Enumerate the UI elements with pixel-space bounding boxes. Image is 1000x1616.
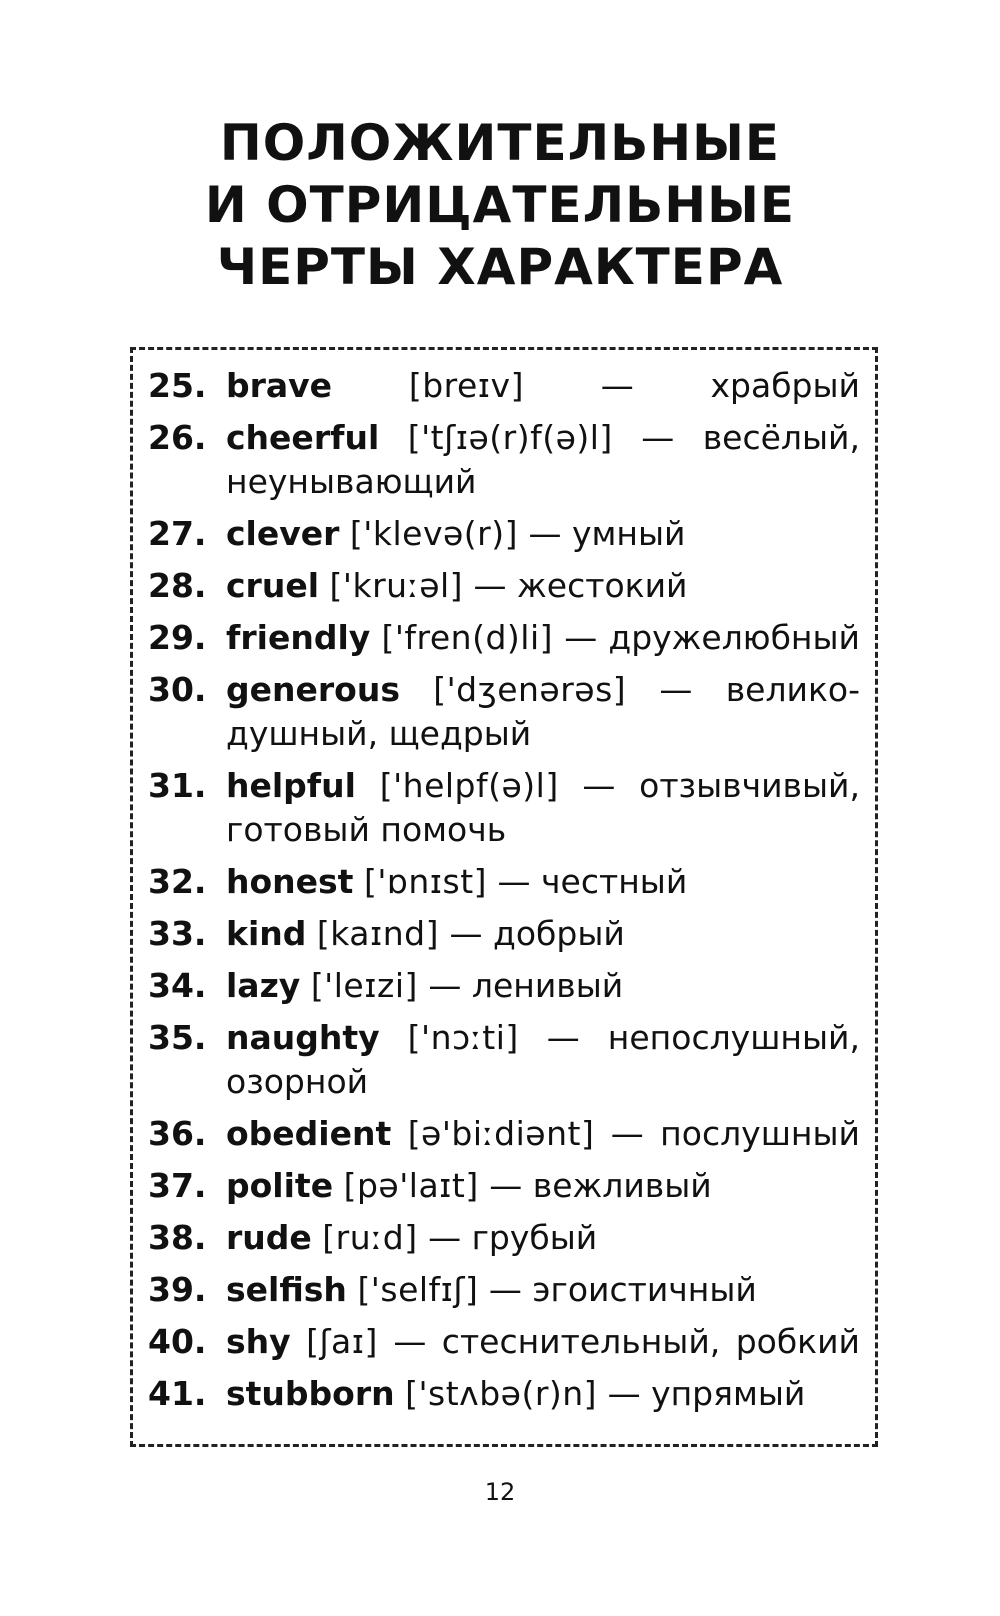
entry-definition: велико-душный, щедрый xyxy=(226,670,861,753)
entry-word: cruel xyxy=(226,566,320,605)
vocabulary-entry xyxy=(148,1112,860,1156)
entry-definition: стеснительный, робкий xyxy=(441,1322,861,1361)
vocabulary-entry xyxy=(148,1164,860,1208)
vocabulary-entry xyxy=(148,1320,860,1364)
entry-transcription: [kaɪnd] xyxy=(316,914,440,953)
entry-word: kind xyxy=(226,914,307,953)
entry-transcription: ['ɒnɪst] xyxy=(363,862,488,901)
entry-definition: отзывчивый, готовый помочь xyxy=(226,766,860,849)
entry-number: 32. xyxy=(148,862,207,901)
vocabulary-list xyxy=(148,364,860,1424)
entry-dash: — xyxy=(497,862,531,901)
title-line-2: И ОТРИЦАТЕЛЬНЫЕ xyxy=(204,176,796,234)
entry-number: 26. xyxy=(148,418,207,457)
entry-transcription: [ə'biːdiənt] xyxy=(407,1114,595,1153)
vocabulary-entry xyxy=(148,668,860,756)
entry-dash: — xyxy=(607,1374,641,1413)
entry-number: 35. xyxy=(148,1018,207,1057)
entry-number: 39. xyxy=(148,1270,207,1309)
entry-number: 28. xyxy=(148,566,207,605)
entry-number: 41. xyxy=(148,1374,207,1413)
entry-number: 29. xyxy=(148,618,207,657)
entry-definition: дружелюбный xyxy=(608,618,860,657)
vocabulary-entry xyxy=(148,1016,860,1104)
entry-definition: добрый xyxy=(493,914,625,953)
entry-transcription: ['stʌbə(r)n] xyxy=(405,1374,598,1413)
entry-definition: упрямый xyxy=(651,1374,806,1413)
entry-word: cheerful xyxy=(226,418,380,457)
entry-definition: непослушный, озорной xyxy=(226,1018,860,1101)
entry-transcription: [breɪv] xyxy=(408,366,524,405)
entry-word: lazy xyxy=(226,966,301,1005)
entry-definition: вежливый xyxy=(532,1166,712,1205)
entry-dash: — xyxy=(428,966,462,1005)
entry-dash: — xyxy=(488,1270,522,1309)
vocabulary-entry xyxy=(148,912,860,956)
vocabulary-entry xyxy=(148,564,860,608)
entry-dash: — xyxy=(528,514,562,553)
entry-dash: — xyxy=(641,418,675,457)
vocabulary-entry xyxy=(148,1216,860,1260)
entry-dash: — xyxy=(449,914,483,953)
entry-number: 31. xyxy=(148,766,207,805)
vocabulary-entry xyxy=(148,964,860,1008)
entry-transcription: ['tʃɪə(r)f(ə)l] xyxy=(407,418,613,457)
vocabulary-entry xyxy=(148,860,860,904)
entry-number: 27. xyxy=(148,514,207,553)
vocabulary-entry xyxy=(148,616,860,660)
entry-dash: — xyxy=(393,1322,427,1361)
entry-dash: — xyxy=(582,766,616,805)
entry-dash: — xyxy=(659,670,693,709)
entry-word: rude xyxy=(226,1218,312,1257)
entry-transcription: [pə'laɪt] xyxy=(343,1166,479,1205)
page-number: 12 xyxy=(484,1478,516,1506)
entry-definition: честный xyxy=(541,862,688,901)
entry-definition: жестокий xyxy=(517,566,688,605)
vocabulary-entry xyxy=(148,764,860,852)
entry-dash: — xyxy=(428,1218,462,1257)
entry-number: 37. xyxy=(148,1166,207,1205)
entry-dash: — xyxy=(546,1018,580,1057)
entry-word: helpful xyxy=(226,766,356,805)
entry-transcription: ['dʒenərəs] xyxy=(433,670,627,709)
entry-number: 33. xyxy=(148,914,207,953)
vocabulary-entry xyxy=(148,1268,860,1312)
entry-dash: — xyxy=(610,1114,644,1153)
entry-number: 30. xyxy=(148,670,207,709)
entry-word: obedient xyxy=(226,1114,392,1153)
entry-dash: — xyxy=(600,366,634,405)
entry-word: clever xyxy=(226,514,340,553)
entry-word: generous xyxy=(226,670,400,709)
entry-transcription: [ruːd] xyxy=(322,1218,418,1257)
entry-definition: грубый xyxy=(471,1218,598,1257)
entry-word: shy xyxy=(226,1322,291,1361)
entry-word: selfish xyxy=(226,1270,347,1309)
entry-word: friendly xyxy=(226,618,371,657)
entry-dash: — xyxy=(473,566,507,605)
entry-word: stubborn xyxy=(226,1374,395,1413)
entry-definition: храбрый xyxy=(710,366,860,405)
vocabulary-entry xyxy=(148,1372,860,1416)
entry-transcription: ['kruːəl] xyxy=(329,566,464,605)
entry-transcription: ['helpf(ə)l] xyxy=(379,766,559,805)
entry-number: 40. xyxy=(148,1322,207,1361)
entry-transcription: ['selfɪʃ] xyxy=(357,1270,479,1309)
entry-definition: послушный xyxy=(660,1114,860,1153)
entry-word: naughty xyxy=(226,1018,380,1057)
vocabulary-entry xyxy=(148,416,860,504)
entry-word: honest xyxy=(226,862,354,901)
entry-definition: умный xyxy=(571,514,686,553)
title-line-3: ЧЕРТЫ ХАРАКТЕРА xyxy=(216,238,784,296)
entry-transcription: ['nɔːti] xyxy=(407,1018,519,1057)
entry-dash: — xyxy=(564,618,598,657)
entry-definition: весёлый, неунывающий xyxy=(226,418,860,501)
entry-definition: эгоистичный xyxy=(532,1270,757,1309)
entry-transcription: ['klevə(r)] xyxy=(349,514,518,553)
title-line-1: ПОЛОЖИТЕЛЬНЫЕ xyxy=(219,114,781,172)
vocabulary-entry xyxy=(148,512,860,556)
entry-dash: — xyxy=(489,1166,523,1205)
entry-word: brave xyxy=(226,366,333,405)
entry-definition: ленивый xyxy=(471,966,624,1005)
entry-number: 38. xyxy=(148,1218,207,1257)
entry-number: 36. xyxy=(148,1114,207,1153)
entry-word: polite xyxy=(226,1166,334,1205)
entry-transcription: ['fren(d)li] xyxy=(381,618,553,657)
vocabulary-entry xyxy=(148,364,860,408)
entry-transcription: [ʃaɪ] xyxy=(306,1322,378,1361)
entry-number: 34. xyxy=(148,966,207,1005)
entry-transcription: ['leɪzi] xyxy=(310,966,418,1005)
page-title xyxy=(0,112,1000,298)
entry-number: 25. xyxy=(148,366,207,405)
